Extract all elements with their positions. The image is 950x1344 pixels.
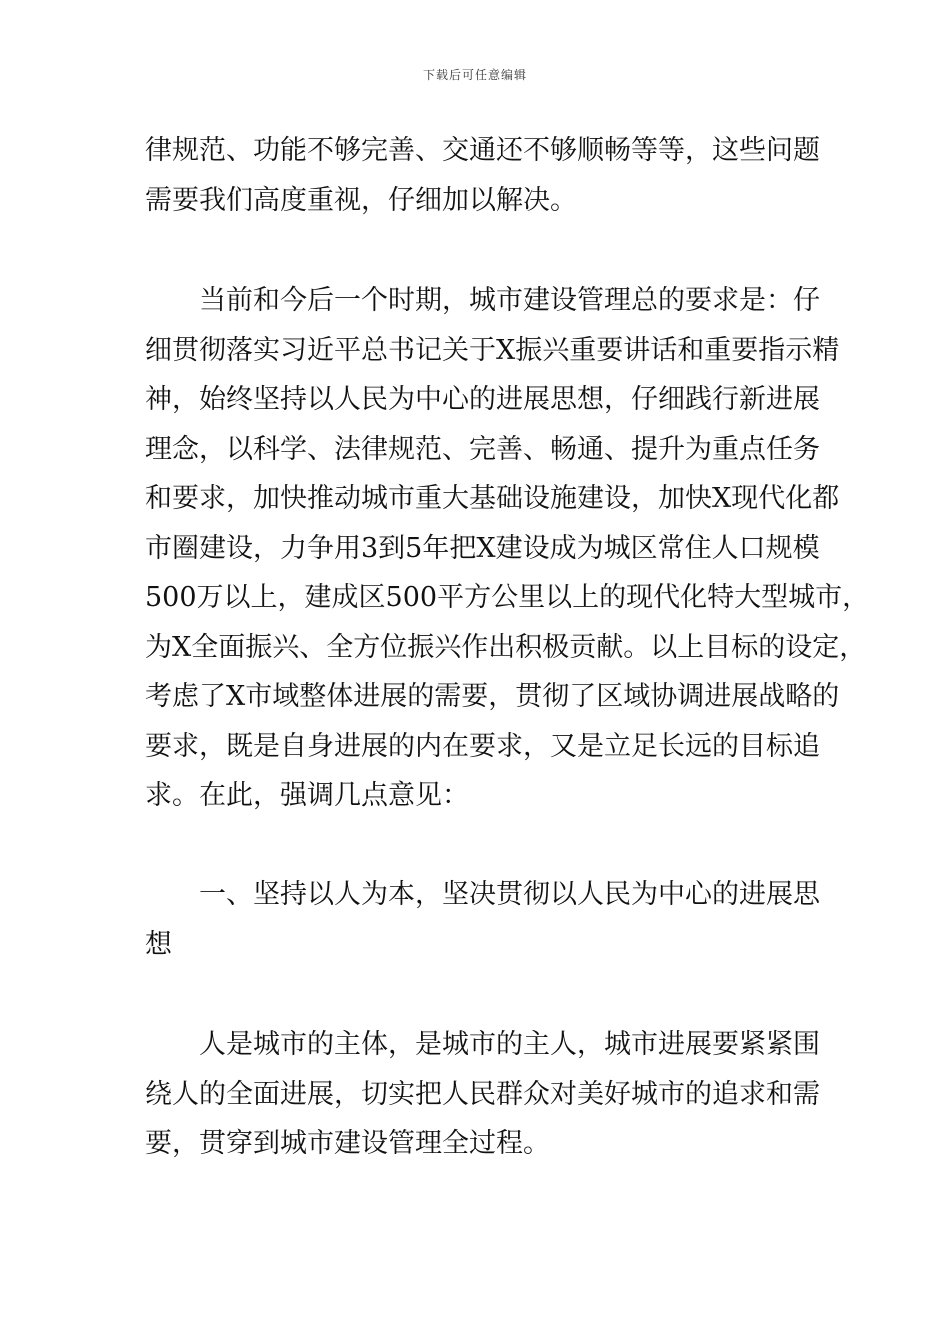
paragraph-2 — [145, 276, 870, 821]
paragraph-line: 神，始终坚持以人民为中心的进展思想，仔细践行新进展 — [145, 384, 820, 415]
paragraph-line: 想 — [145, 928, 172, 960]
paragraph-line: 市圈建设，力争用3到5年把X建设成为城区常住人口规模 — [145, 532, 820, 564]
paragraph-line: 细贯彻落实习近平总书记关于X振兴重要讲话和重要指示精 — [145, 334, 840, 366]
paragraph-line: 和要求，加快推动城市重大基础设施建设，加快X现代化都 — [145, 483, 840, 514]
paragraph-line: 为X全面振兴、全方位振兴作出积极贡献。以上目标的设定， — [145, 631, 867, 663]
paragraph-line: 人是城市的主体，是城市的主人，城市进展要紧紧围 — [199, 1029, 820, 1060]
paragraph-line: 理念，以科学、法律规范、完善、畅通、提升为重点任务 — [145, 433, 820, 465]
paragraph-line: 需要我们高度重视，仔细加以解决。 — [145, 184, 577, 216]
paragraph-line: 考虑了X市域整体进展的需要，贯彻了区域协调进展战略的 — [145, 681, 840, 712]
paragraph-line: 求。在此，强调几点意见： — [145, 780, 469, 811]
paragraph-line: 当前和今后一个时期，城市建设管理总的要求是：仔 — [199, 285, 820, 316]
paragraph-line: 一、坚持以人为本，坚决贯彻以人民为中心的进展思 — [199, 879, 820, 910]
section-heading-1 — [145, 870, 835, 969]
paragraph-1 — [145, 126, 835, 225]
paragraph-line: 绕人的全面进展，切实把人民群众对美好城市的追求和需 — [145, 1078, 820, 1110]
paragraph-line: 500万以上，建成区500平方公里以上的现代化特大型城市， — [145, 582, 870, 613]
paragraph-line: 要，贯穿到城市建设管理全过程。 — [145, 1128, 550, 1159]
header-note: 下载后可任意编辑 — [422, 68, 527, 82]
paragraph-3 — [145, 1020, 835, 1169]
paragraph-line: 律规范、功能不够完善、交通还不够顺畅等等，这些问题 — [145, 135, 820, 166]
paragraph-line: 要求，既是自身进展的内在要求，又是立足长远的目标追 — [145, 730, 820, 762]
